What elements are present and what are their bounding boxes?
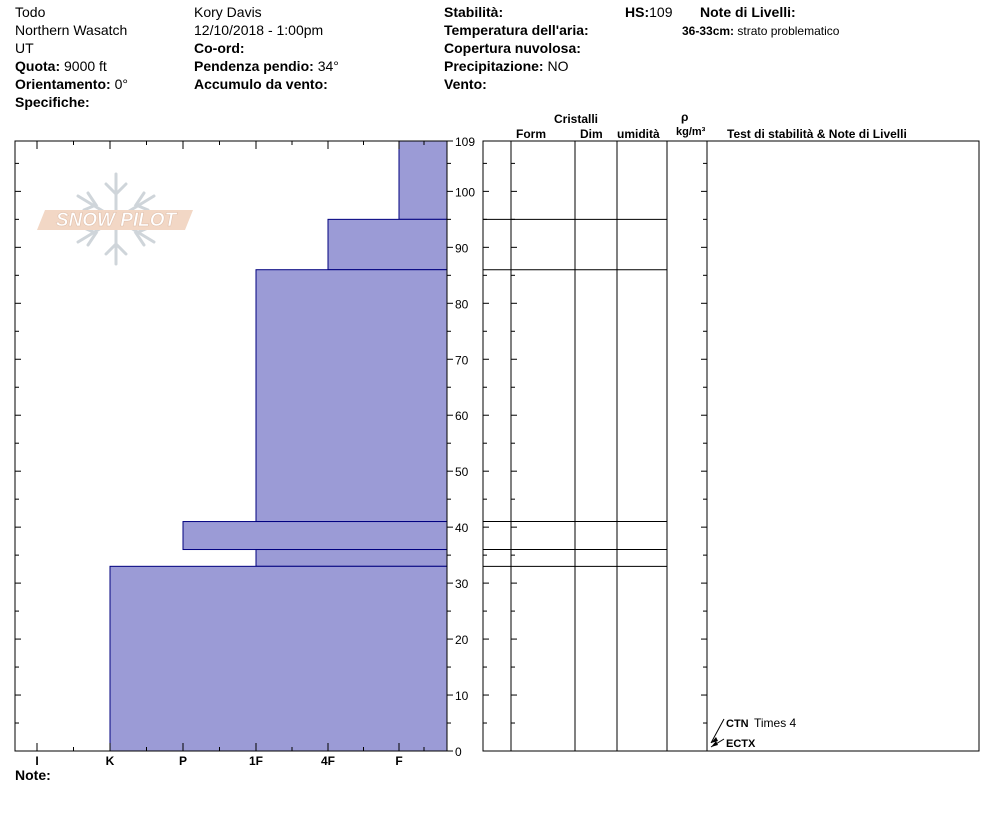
depth-tick-label: 20 (455, 633, 469, 648)
depth-tick-label: 80 (455, 297, 469, 312)
hs-value: 109 (649, 4, 673, 20)
stability-test-leader (711, 719, 724, 743)
layer-note-text: strato problematico (737, 24, 840, 38)
depth-tick-label: 70 (455, 353, 469, 368)
aspect-label: Orientamento: (15, 76, 111, 92)
snowpilot-logo (37, 174, 193, 264)
depth-tick-label: 40 (455, 521, 469, 536)
cloud-cover-label: Copertura nuvolosa: (444, 40, 581, 56)
hs-label: HS: (625, 4, 650, 20)
depth-tick-label: 100 (455, 185, 476, 200)
notes-label: Note: (15, 767, 51, 783)
depth-tick-label: 50 (455, 465, 469, 480)
depth-tick-label: 0 (455, 745, 462, 759)
location: Todo (15, 4, 46, 20)
density-unit-header: kg/m³ (676, 126, 706, 138)
precip-label: Precipitazione: (444, 58, 544, 74)
specifics-label: Specifiche: (15, 94, 90, 110)
arrow-icon (711, 737, 718, 743)
depth-tick-label: 109 (455, 135, 476, 149)
hardness-tick-label: F (395, 754, 403, 768)
stability-test-code: CTN (726, 718, 749, 730)
slope-label: Pendenza pendio: (194, 58, 314, 74)
datetime: 12/10/2018 - 1:00pm (194, 22, 324, 38)
hardness-bar-2 (256, 270, 447, 522)
hardness-tick-label: 4F (320, 754, 336, 768)
wind-loading-label: Accumulo da vento: (194, 76, 328, 92)
logo-text: SNOW PILOT (55, 210, 177, 231)
hardness-tick-label: P (178, 754, 188, 768)
hardness-bar-4 (256, 550, 447, 567)
hardness-bar-1 (328, 219, 447, 269)
stability-test-result: Times 4 (754, 716, 797, 730)
hardness-tick-label: 1F (248, 754, 264, 768)
wind-label: Vento: (444, 76, 487, 92)
stability-label: Stabilità: (444, 4, 504, 20)
layer-note-range: 36-33cm: (682, 24, 735, 38)
hardness-bar-3 (183, 522, 447, 550)
elevation-value: 9000 ft (64, 58, 107, 74)
hardness-tick-label: K (105, 754, 115, 768)
layer-notes-title: Note di Livelli: (700, 4, 796, 20)
moisture-header: umidità (617, 127, 660, 141)
stability-test-code: ECTX (726, 738, 756, 750)
mountain-range: Northern Wasatch (15, 22, 128, 38)
hardness-bar-5 (110, 566, 447, 751)
slope-value: 34° (317, 58, 339, 74)
coords-label: Co-ord: (194, 40, 245, 56)
depth-tick-label: 10 (455, 689, 469, 704)
rho-header: ρ (681, 110, 689, 124)
hardness-tick-label: I (35, 754, 39, 768)
air-temp-label: Temperatura dell'aria: (444, 22, 589, 38)
crystals-header: Cristalli (554, 112, 599, 126)
precip-value: NO (547, 58, 569, 74)
state: UT (15, 40, 34, 56)
size-header: Dim (580, 127, 603, 141)
observer: Kory Davis (194, 4, 262, 20)
depth-tick-label: 60 (455, 409, 469, 424)
layer-table-frame (483, 141, 979, 751)
form-header: Form (516, 127, 546, 141)
depth-tick-label: 30 (455, 577, 469, 592)
aspect-value: 0° (114, 76, 128, 92)
tests-notes-header: Test di stabilità & Note di Livelli (727, 127, 907, 141)
elevation-label: Quota: (15, 58, 61, 74)
hardness-bar-0 (399, 141, 447, 219)
depth-tick-label: 90 (455, 241, 469, 256)
